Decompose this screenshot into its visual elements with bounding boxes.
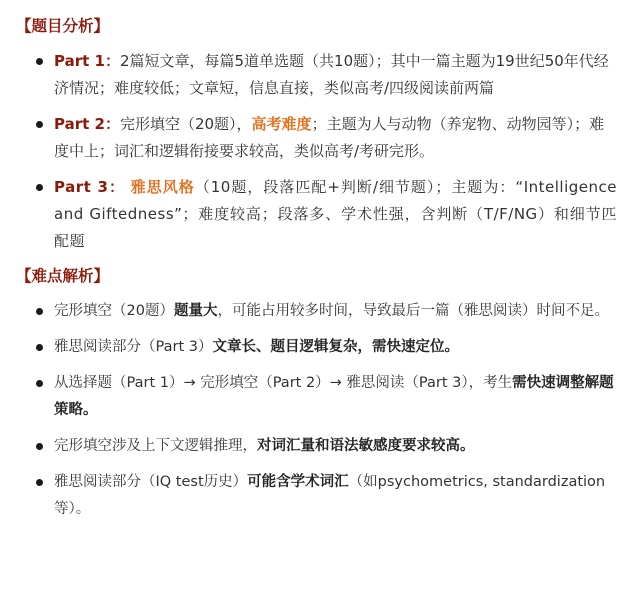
item-text-rest: ，可能占用较多时间，导致最后一篇（雅思阅读）时间不足。 — [217, 303, 609, 319]
item-text: 从选择题（Part 1）→ 完形填空（Part 2）→ 雅思阅读（Part 3），考生 — [54, 375, 513, 391]
item-emphasis: 可能含学术词汇 — [247, 474, 349, 490]
part-description-rest: ；主题为人与动物（养宠物、动物园等）；难度中上；词汇和逻辑衔接要求较高，类似高考/考研完形。 — [54, 115, 605, 160]
list-item — [16, 469, 617, 523]
bullet-icon — [36, 308, 43, 315]
difficulty-highlight: 高考难度 — [251, 115, 312, 133]
item-emphasis: 文章长、题目逻辑复杂，需快速定位。 — [212, 339, 459, 355]
bullet-icon — [36, 344, 43, 351]
bullet-icon — [36, 479, 43, 486]
item-text: 完形填空（20题） — [54, 303, 174, 319]
analysis-list — [16, 48, 617, 255]
bullet-icon — [36, 443, 43, 450]
part-description: 2篇短文章，每篇5道单选题（共10题）；其中一篇主题为19世纪50年代经济情况；难度较低；文章短，信息直接，类似高考/四级阅读前两篇 — [54, 52, 609, 97]
list-item-part3 — [16, 174, 617, 255]
list-item-part1 — [16, 48, 617, 102]
part-description: 完形填空（20题）， — [119, 115, 252, 133]
part-label: Part 3： — [54, 178, 125, 196]
section-heading-difficulty: 【难点解析】 — [16, 267, 110, 285]
bullet-icon — [36, 184, 43, 191]
list-item-part2 — [16, 111, 617, 165]
bullet-icon — [36, 58, 43, 65]
section-heading-analysis: 【题目分析】 — [16, 17, 110, 35]
item-emphasis: 需快速调整解题策略。 — [54, 375, 614, 418]
style-highlight: 雅思风格 — [130, 178, 195, 196]
part-label: Part 1： — [54, 52, 120, 70]
item-text: 雅思阅读部分（IQ test历史） — [54, 474, 248, 490]
item-emphasis: 对词汇量和语法敏感度要求较高。 — [257, 438, 475, 454]
part-description: （10题，段落匹配+判断/细节题）；主题为：“Intelligence and Giftedness”；难度较高；段落多、学术性强，含判断（T/F/NG）和细节匹配题 — [54, 178, 617, 250]
bullet-icon — [36, 121, 43, 128]
list-item — [16, 298, 617, 325]
part-label: Part 2： — [54, 115, 120, 133]
item-emphasis: 题量大 — [173, 303, 218, 319]
list-item — [16, 334, 617, 361]
item-text: 雅思阅读部分（Part 3） — [54, 339, 213, 355]
list-item — [16, 370, 617, 424]
item-text-rest: （如psychometrics, standardization等）。 — [54, 474, 606, 517]
difficulty-list — [16, 298, 617, 523]
bullet-icon — [36, 380, 43, 387]
item-text: 完形填空涉及上下文逻辑推理， — [54, 438, 257, 454]
list-item — [16, 433, 617, 460]
